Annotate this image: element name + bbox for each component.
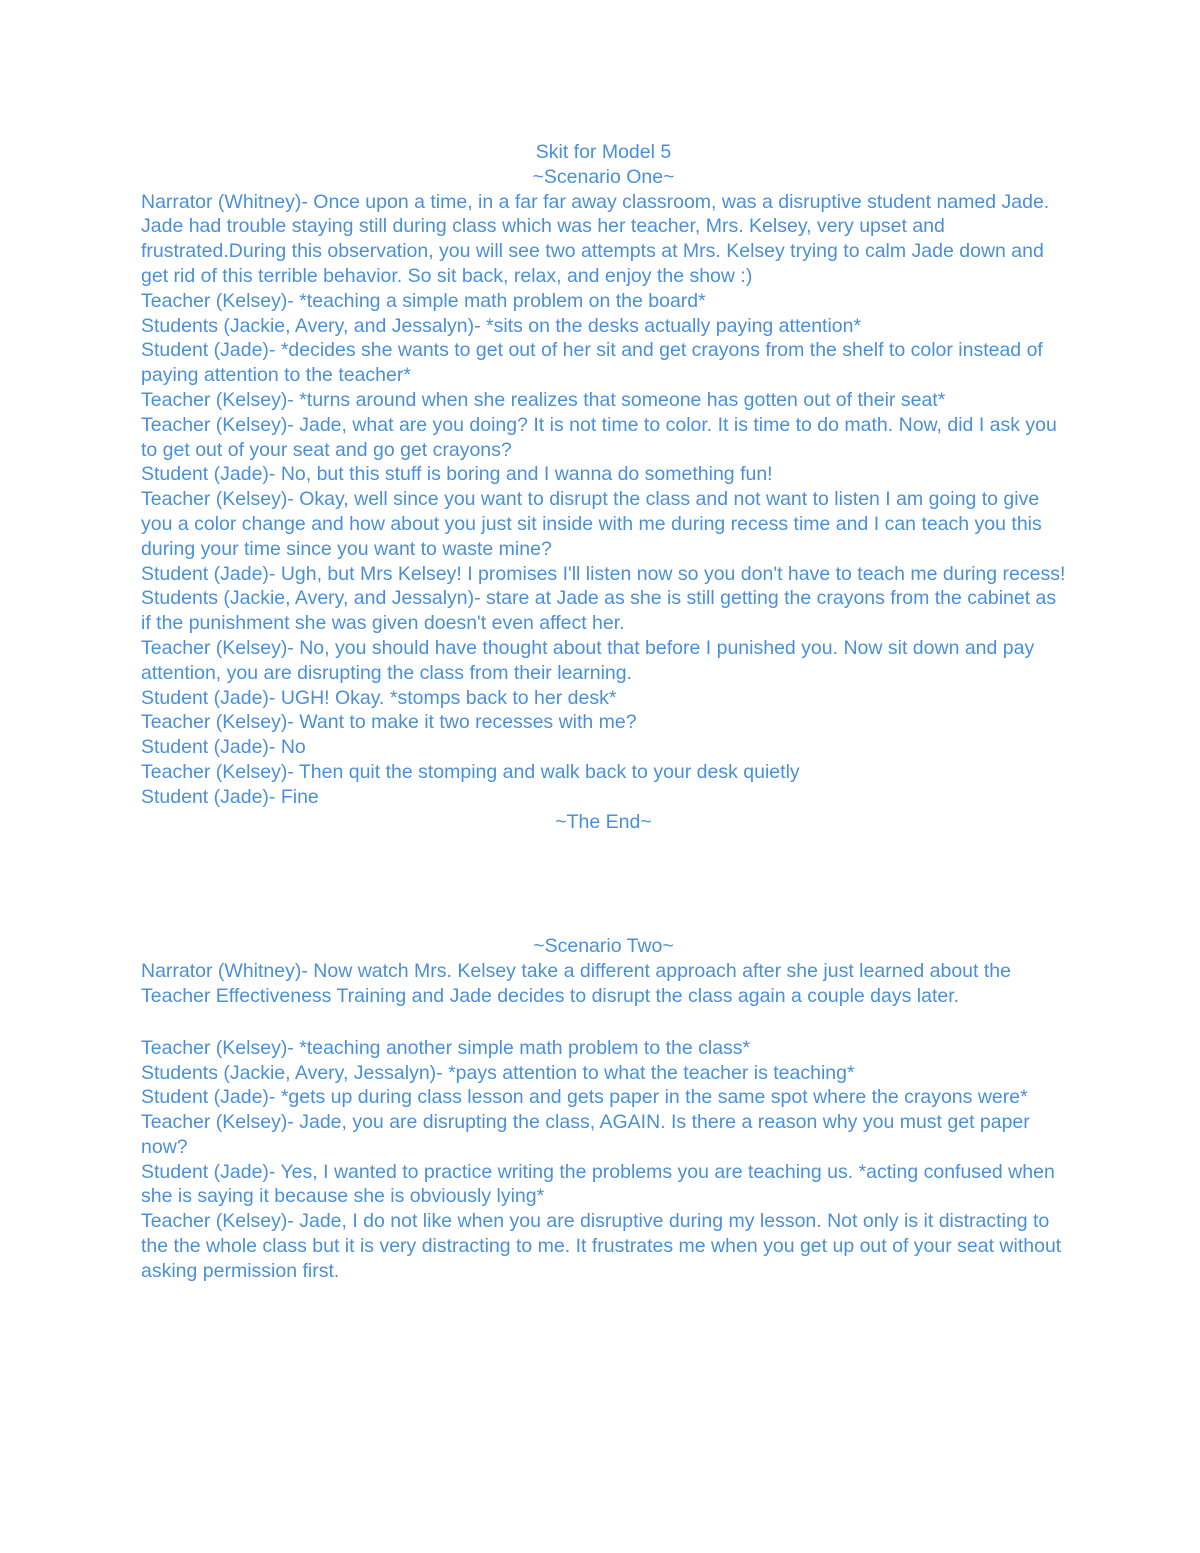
scenario-two-line: Teacher (Kelsey)- Jade, you are disrupting the class, AGAIN. Is there a reason why you must get paper now? [141,1111,1030,1158]
document-page [141,140,1066,1284]
scenario-two-line: Teacher (Kelsey)- *teaching another simple math problem to the class* [141,1036,751,1059]
scenario-one-line: Students (Jackie, Avery, and Jessalyn)- stare at Jade as she is still getting the crayons from the cabinet as if the punishment she was given doesn't even affect her. [141,587,1057,635]
scenario-one-line: Student (Jade)- Ugh, but Mrs Kelsey! I promises I'll listen now so you don't have to teach me during recess! [141,562,1066,585]
scenario-one-line: Student (Jade)- UGH! Okay. *stomps back to her desk* [141,686,617,709]
scenario-one-line: Student (Jade)- *decides she wants to get out of her sit and get crayons from the shelf to color instead of paying attention to the teacher* [141,339,1043,387]
scenario-one-line: Teacher (Kelsey)- Then quit the stomping and walk back to your desk quietly [141,760,800,783]
scenario-two-line: Student (Jade)- Yes, I wanted to practice writing the problems you are teaching us. *acting confused when she is saying it because she is obviously lying* [141,1160,1055,1208]
section-spacer [141,834,1066,934]
scenario-one-line: Teacher (Kelsey)- Want to make it two recesses with me? [141,711,637,734]
scenario-two-line: Students (Jackie, Avery, Jessalyn)- *pays attention to what the teacher is teaching* [141,1061,855,1084]
scenario-one-line: Teacher (Kelsey)- Jade, what are you doing? It is not time to color. It is time to do math. Now, did I ask you to get out of your seat and go get crayons? [141,413,1057,461]
scenario-two-line: Teacher (Kelsey)- Jade, I do not like when you are disruptive during my lesson. Not only is it distracting to the the whole class but it is very distracting to me. It frustrates me when you get up out of your seat without asking permission first. [141,1210,1062,1282]
scenario-one-line: Student (Jade)- No, but this stuff is boring and I wanna do something fun! [141,463,773,486]
scenario-one-line: Teacher (Kelsey)- Okay, well since you want to disrupt the class and not want to listen I am going to give you a color change and how about you just sit inside with me during recess time and I can teach you this during your time since you want to waste mine? [141,488,1042,560]
scenario-one-line: Student (Jade)- No [141,736,306,759]
scenario-one-heading: ~Scenario One~ [532,165,675,188]
blank-line [141,1009,1066,1036]
scenario-two-intro: Narrator (Whitney)- Now watch Mrs. Kelsey take a different approach after she just learned about the Teacher Effectiveness Training and Jade decides to disrupt the class again a couple days later. [141,960,1011,1007]
document-title: Skit for Model 5 [535,141,672,163]
scenario-one-line: Narrator (Whitney)- Once upon a time, in a far far away classroom, was a disruptive student named Jade. Jade had trouble staying still during class which was her teacher, Mrs. Kelsey, very upset and frustrated.During this observation, you will see two attempts at Mrs. Kelsey trying to calm Jade down and get rid of this terrible behavior. So sit back, relax, and enjoy the show :) [141,190,1050,287]
scenario-one-line: Teacher (Kelsey)- *teaching a simple math problem on the board* [141,289,706,312]
scenario-one-line: Teacher (Kelsey)- No, you should have thought about that before I punished you. Now sit down and pay attention, you are disrupting the class from their learning. [141,636,1035,684]
scenario-one-line: Students (Jackie, Avery, and Jessalyn)- *sits on the desks actually paying attention* [141,314,862,337]
scenario-one-line: Teacher (Kelsey)- *turns around when she realizes that someone has gotten out of their seat* [141,388,946,411]
scenario-two-line: Student (Jade)- *gets up during class lesson and gets paper in the same spot where the crayons were* [141,1086,1028,1109]
scenario-one-line: Student (Jade)- Fine [141,785,319,808]
scenario-two-heading: ~Scenario Two~ [533,935,674,958]
scenario-one-end: ~The End~ [555,810,652,833]
